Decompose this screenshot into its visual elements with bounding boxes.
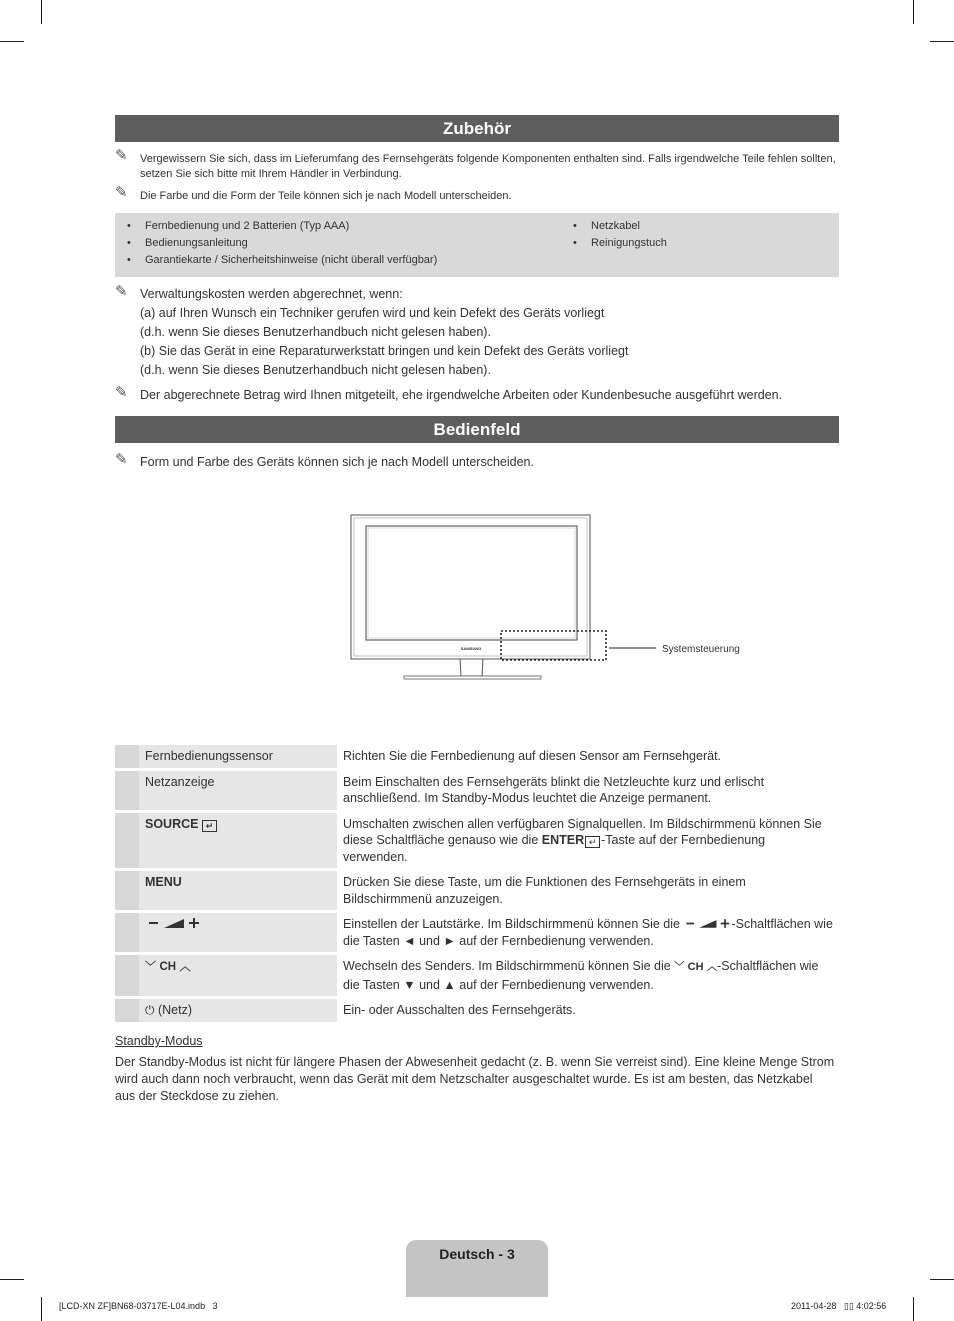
note-color-form: ✎ Die Farbe und die Form der Teile können sich je nach Modell unterscheiden. xyxy=(115,184,512,202)
tv-brand-logo: SAMSUNG xyxy=(460,646,482,651)
standby-heading: Standby-Modus xyxy=(115,1034,203,1048)
pencil-icon: ✎ xyxy=(115,283,128,300)
pencil-icon: ✎ xyxy=(115,184,128,201)
row-name: ﹀ CH ︿ xyxy=(139,955,337,996)
chevron-up-icon: ︿ xyxy=(179,961,191,973)
standby-text: Der Standby-Modus ist nicht für längere Phasen der Abwesenheit gedacht (z. B. wenn Sie verreist sind). Eine kleine Menge Strom wird auch dann noch verbraucht, wenn das Gerät mit dem Netzschalter ausgeschaltet wurde. Es ist am besten, das Netzkabel aus der Steckdose zu ziehen. xyxy=(115,1055,835,1103)
row-desc: Beim Einschalten des Fernsehgeräts blinkt die Netzleuchte kurz und erlischt anschließend. Im Standby-Modus leuchtet die Anzeige permanent. xyxy=(343,774,765,805)
section-title-zubehoer: Zubehör xyxy=(115,115,839,142)
section-title-bedienfeld: Bedienfeld xyxy=(115,416,839,443)
enter-icon: ↵ xyxy=(585,836,600,848)
page-number: Deutsch - 3 xyxy=(439,1246,515,1262)
enter-icon: ↵ xyxy=(202,820,217,832)
date-info: 2011-04-28 ▯▯ 4:02:56 xyxy=(791,1301,887,1311)
row-name: Fernbedienungssensor xyxy=(139,745,337,768)
table-row xyxy=(115,955,839,996)
note-amount: ✎ Der abgerechnete Betrag wird Ihnen mitgeteilt, ehe irgendwelche Arbeiten oder Kundenbesuche ausgeführt werden. xyxy=(115,384,783,402)
table-row xyxy=(115,871,839,910)
table-row xyxy=(115,999,839,1022)
list-item: • Bedienungsanleitung xyxy=(127,235,437,252)
accessories-list-right xyxy=(573,218,667,252)
crop-mark xyxy=(913,0,914,24)
row-name: Netzanzeige xyxy=(139,771,337,810)
crop-mark xyxy=(913,1297,914,1321)
row-desc: Richten Sie die Fernbedienung auf diesen Sensor am Fernsehgerät. xyxy=(343,749,722,763)
row-desc: Einstellen der Lautstärke. Im Bildschirmmenü können Sie die -Schaltflächen wie die Tasten ◄ und ► auf der Fernbedienung verwenden. xyxy=(343,917,833,948)
crop-mark xyxy=(41,1297,42,1321)
pencil-icon: ✎ xyxy=(115,147,128,164)
note-components: ✎ Vergewissern Sie sich, dass im Lieferumfang des Fernsehgeräts folgende Komponenten enthalten sind. Falls irgendwelche Teile fehlen sollten, setzen Sie sich bitte mit Ihrem Händler in Verbindung. xyxy=(115,147,836,180)
row-desc: Umschalten zwischen allen verfügbaren Signalquellen. Im Bildschirmmenü können Sie diese Schaltfläche genauso wie die ENTER ↵ -Taste auf der Fernbedienung verwenden. xyxy=(343,816,822,864)
row-desc: Ein- oder Ausschalten des Fernsehgeräts. xyxy=(343,1003,576,1017)
row-name: ⏻ (Netz) xyxy=(139,999,337,1022)
pencil-icon: ✎ xyxy=(115,451,128,468)
list-item: • Fernbedienung und 2 Batterien (Typ AAA) xyxy=(127,218,437,235)
table-row xyxy=(115,813,839,869)
callout-systemsteuerung: Systemsteuerung xyxy=(662,644,740,655)
chevron-up-icon: ︿ xyxy=(707,962,718,973)
accessories-list-left xyxy=(127,218,437,269)
chevron-down-icon: ﹀ xyxy=(145,961,156,973)
row-name xyxy=(139,913,337,952)
table-row xyxy=(115,745,839,768)
note-admin-costs: ✎ Verwaltungskosten werden abgerechnet, wenn: (a) auf Ihren Wunsch ein Techniker gerufen wird und kein Defekt des Geräts vorliegt (d.h. wenn Sie dieses Benutzerhandbuch nicht gelesen haben). (b) Sie das Gerät in eine Reparaturwerkstatt bringen und kein Defekt des Geräts vorliegt (d.h. wenn Sie dieses Benutzerhandbuch nicht gelesen haben). xyxy=(115,283,629,377)
table-row xyxy=(115,771,839,810)
row-name: MENU xyxy=(139,871,337,910)
pencil-icon: ✎ xyxy=(115,384,128,401)
power-icon: ⏻ xyxy=(145,1003,155,1017)
tv-illustration xyxy=(340,505,780,690)
file-info: [LCD-XN ZF]BN68-03717E-L04.indb 3 xyxy=(59,1301,218,1311)
row-desc: Wechseln des Senders. Im Bildschirmmenü können Sie die ﹀ CH ︿-Schaltflächen wie die Tasten ▼ und ▲ auf der Fernbedienung verwenden. xyxy=(343,959,819,992)
volume-icon xyxy=(683,918,731,929)
crop-mark xyxy=(0,41,24,42)
crop-mark xyxy=(930,41,954,42)
list-item: • Netzkabel xyxy=(573,218,667,235)
volume-icon xyxy=(145,917,201,929)
row-name: SOURCE ↵ xyxy=(139,813,337,869)
chevron-down-icon: ﹀ xyxy=(674,962,685,973)
list-item: • Garantiekarte / Sicherheitshinweise (nicht überall verfügbar) xyxy=(127,252,437,269)
row-desc: Drücken Sie diese Taste, um die Funktionen des Fernsehgeräts in einem Bildschirmmenü anzuzeigen. xyxy=(343,875,746,906)
control-panel-table xyxy=(115,745,839,1025)
crop-mark xyxy=(0,1279,24,1280)
note-device-form: ✎ Form und Farbe des Geräts können sich je nach Modell unterscheiden. xyxy=(115,451,534,469)
table-row xyxy=(115,913,839,952)
crop-mark xyxy=(41,0,42,24)
crop-mark xyxy=(930,1279,954,1280)
list-item: • Reinigungstuch xyxy=(573,235,667,252)
